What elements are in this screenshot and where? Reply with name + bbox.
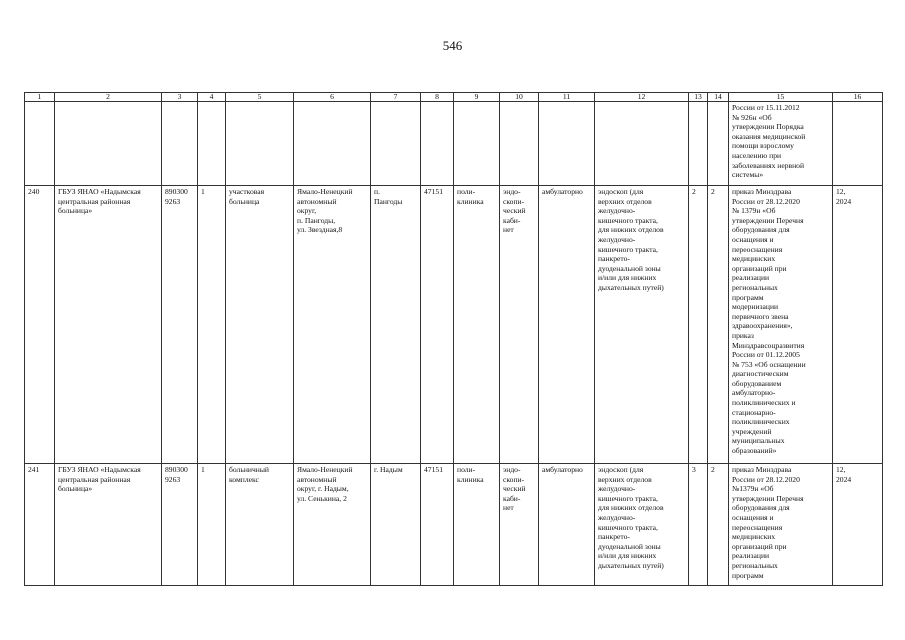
- quantity-cell: 2: [708, 186, 729, 464]
- column-number: 2: [55, 93, 162, 102]
- column-number-row: [25, 93, 883, 102]
- table-row: [25, 186, 883, 464]
- table-cell: [226, 102, 294, 186]
- table-cell: [25, 102, 55, 186]
- oktmo-cell: 47151: [421, 464, 454, 586]
- column-number: 15: [729, 93, 833, 102]
- oktmo-cell: 47151: [421, 186, 454, 464]
- facility-type-cell: участковая больница: [226, 186, 294, 464]
- equipment-table: [24, 92, 883, 586]
- address-cell: Ямало-Ненецкий автономный округ, г. Надым, ул. Сенькина, 2: [294, 464, 371, 586]
- inn-cell: 890300 9263: [162, 186, 198, 464]
- regulation-cell: приказ Минздрава России от 28.12.2020 № 1379н «Об утверждении Перечня оборудования для оснащения и переоснащения медицинских организаций при реализации региональных программ модернизации первичного звена здравоохранения», приказ Минздравсоцразвития России от 01.12.2005 № 753 «Об оснащении диагностическим оборудованием амбулаторно- поликлинических и стационарно- поликлинических учреждений муниципальных образований»: [729, 186, 833, 464]
- column-number: 5: [226, 93, 294, 102]
- table-cell: [371, 102, 421, 186]
- unit-cell: поли- клиника: [454, 464, 500, 586]
- table-cell: [294, 102, 371, 186]
- deadline-cell: 12, 2024: [833, 464, 883, 586]
- table-cell: [708, 102, 729, 186]
- inn-cell: 890300 9263: [162, 464, 198, 586]
- column-number: 6: [294, 93, 371, 102]
- deadline-cell: 12, 2024: [833, 186, 883, 464]
- care-form-cell: амбулаторно: [539, 464, 595, 586]
- quantity-cell: 2: [708, 464, 729, 586]
- equipment-cell: эндоскоп (для верхних отделов желудочно- кишечного тракта, для нижних отделов желудочно- кишечного тракта, панкрето- дуоденальной зоны и/или для нижних дыхательных путей): [595, 464, 689, 586]
- locality-cell: п. Пангоды: [371, 186, 421, 464]
- column-number: 12: [595, 93, 689, 102]
- regulation-cell: приказ Минздрава России от 28.12.2020 №1379н «Об утверждении Перечня оборудования для оснащения и переоснащения медицинских организаций при реализации региональных программ: [729, 464, 833, 586]
- quantity-cell: 3: [689, 464, 708, 586]
- facility-type-cell: больничный комплекс: [226, 464, 294, 586]
- column-number: 8: [421, 93, 454, 102]
- unit-cell: поли- клиника: [454, 186, 500, 464]
- table-cell: [689, 102, 708, 186]
- column-number: 13: [689, 93, 708, 102]
- table-cell: 1: [198, 186, 226, 464]
- column-number: 1: [25, 93, 55, 102]
- column-number: 7: [371, 93, 421, 102]
- continuation-row: [25, 102, 883, 186]
- quantity-cell: 2: [689, 186, 708, 464]
- table-cell: [55, 102, 162, 186]
- table-cell: 1: [198, 464, 226, 586]
- table-cell: [833, 102, 883, 186]
- regulation-cell: России от 15.11.2012 № 926н «Об утверждении Порядка оказания медицинской помощи взрослому населению при заболеваниях нервной системы»: [729, 102, 833, 186]
- column-number: 14: [708, 93, 729, 102]
- address-cell: Ямало-Ненецкий автономный округ, п. Пангоды, ул. Звездная,8: [294, 186, 371, 464]
- column-number: 4: [198, 93, 226, 102]
- table-cell: [421, 102, 454, 186]
- column-number: 9: [454, 93, 500, 102]
- row-number-cell: 240: [25, 186, 55, 464]
- row-number-cell: 241: [25, 464, 55, 586]
- table-row: [25, 464, 883, 586]
- column-number: 10: [500, 93, 539, 102]
- table-cell: [500, 102, 539, 186]
- page-number: 546: [442, 38, 463, 53]
- equipment-cell: эндоскоп (для верхних отделов желудочно- кишечного тракта, для нижних отделов желудочно- кишечного тракта, панкрето- дуоденальной зоны и/или для нижних дыхательных путей): [595, 186, 689, 464]
- column-number: 3: [162, 93, 198, 102]
- organization-cell: ГБУЗ ЯНАО «Надымская центральная районная больница»: [55, 464, 162, 586]
- table-cell: [454, 102, 500, 186]
- table-cell: [539, 102, 595, 186]
- table-cell: [162, 102, 198, 186]
- room-cell: эндо- скопи- ческий каби- нет: [500, 464, 539, 586]
- care-form-cell: амбулаторно: [539, 186, 595, 464]
- table-cell: [198, 102, 226, 186]
- table-cell: [595, 102, 689, 186]
- organization-cell: ГБУЗ ЯНАО «Надымская центральная районная больница»: [55, 186, 162, 464]
- room-cell: эндо- скопи- ческий каби- нет: [500, 186, 539, 464]
- column-number: 16: [833, 93, 883, 102]
- locality-cell: г. Надым: [371, 464, 421, 586]
- column-number: 11: [539, 93, 595, 102]
